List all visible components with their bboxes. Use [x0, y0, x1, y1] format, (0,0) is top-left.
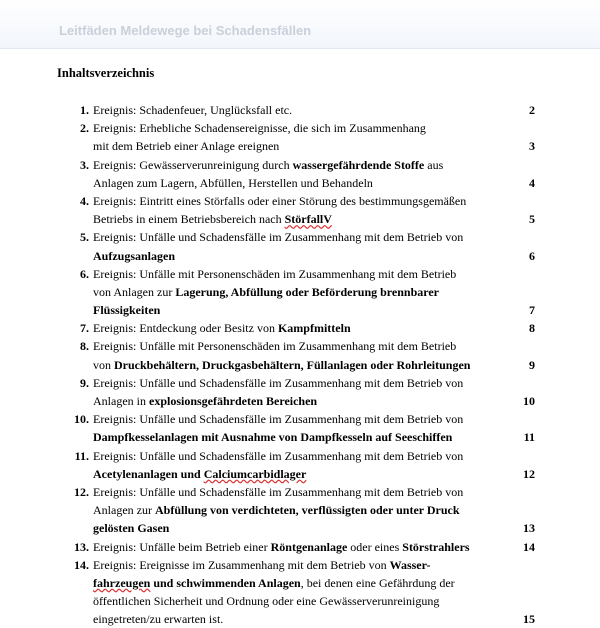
toc-entry-text-bold: gelösten Gasen	[93, 521, 170, 536]
toc-entry[interactable]	[55, 319, 545, 337]
toc-entry-number: 3.	[80, 157, 89, 172]
toc-entry-number: 10.	[74, 412, 89, 427]
toc-entry-line	[55, 119, 545, 137]
toc-entry-line	[55, 101, 545, 119]
toc-entry-text: Betriebs in einem Betriebsbereich nach	[93, 212, 285, 227]
toc-entry-text: von Anlagen zur	[93, 284, 176, 299]
toc-entry-text: Ereignis: Unfälle mit Personenschäden im Zusammenhang mit dem Betrieb	[93, 266, 457, 281]
toc-entry-line	[55, 156, 545, 174]
toc-entry-line	[55, 574, 545, 592]
toc-entry[interactable]	[55, 101, 545, 119]
toc-entry-page-number: 15	[523, 612, 535, 627]
toc-entry-page-number: 5	[529, 212, 535, 227]
toc-entry-text: Ereignis: Gewässerverunreinigung durch	[93, 157, 293, 172]
toc-entry-text: Ereignis: Unfälle und Schadensfälle im Zusammenhang mit dem Betrieb von	[93, 484, 464, 499]
toc-entry[interactable]	[55, 483, 545, 538]
toc-entry-page-number: 8	[529, 321, 535, 336]
toc-entry-line	[55, 392, 545, 410]
toc-entry-line	[55, 301, 545, 319]
toc-entry-line	[55, 538, 545, 556]
document-title: Leitfäden Meldewege bei Schadensfällen	[59, 23, 312, 38]
toc-entry-line	[55, 356, 545, 374]
toc-entry-text-bold: Calciumcarbidlager	[203, 466, 307, 481]
toc-entry-text: öffentlichen Sicherheit und Ordnung oder eine Gewässerverunreinigung	[93, 594, 440, 609]
toc-entry[interactable]	[55, 337, 545, 373]
toc-entry-text: oder eines	[347, 539, 403, 554]
toc-entry-text-bold: Flüssigkeiten	[93, 303, 161, 318]
toc-entry-text-bold: StörfallV	[284, 212, 332, 227]
toc-entry-line	[55, 192, 545, 210]
toc-entry-text: von	[93, 357, 114, 372]
toc-entry-text-bold: Lagerung, Abfüllung oder Beförderung brennbarer	[175, 284, 440, 299]
toc-entry-number: 2.	[80, 121, 89, 136]
toc-entry-number: 8.	[80, 339, 89, 354]
toc-entry-number: 14.	[74, 557, 89, 572]
toc-entry[interactable]	[55, 410, 545, 446]
document-header	[0, 0, 600, 49]
toc-entry[interactable]	[55, 192, 545, 228]
toc-entry-line	[55, 137, 545, 155]
toc-entry-page-number: 12	[523, 466, 535, 481]
toc-entry-text-bold: Aufzugsanlagen	[93, 248, 176, 263]
toc-entry-text-bold: Acetylenanlagen und	[93, 466, 204, 481]
toc-entry-text-bold: Röntgenanlage	[270, 539, 348, 554]
toc-heading: Inhaltsverzeichnis	[57, 66, 155, 80]
toc-entry-text-bold: fahrzeugen	[93, 575, 151, 590]
toc-entry-number: 4.	[80, 193, 89, 208]
toc-entry-page-number: 3	[529, 139, 535, 154]
toc-entry-number: 9.	[80, 375, 89, 390]
toc-entry-text-bold: Kampfmitteln	[277, 321, 351, 336]
toc-entry[interactable]	[55, 265, 545, 320]
toc-entry-line	[55, 501, 545, 519]
toc-entry-page-number: 11	[523, 430, 535, 445]
toc-entry-page-number: 10	[523, 394, 535, 408]
toc-entry-text: Anlagen in	[93, 394, 149, 408]
toc-entry[interactable]	[55, 447, 545, 483]
toc-entry[interactable]	[55, 374, 545, 410]
toc-entry-line	[55, 519, 545, 537]
toc-entry-line	[55, 556, 545, 574]
toc-entry-line	[55, 447, 545, 465]
toc-entry-text: , bei denen eine Gefährdung der	[300, 575, 455, 590]
toc-entry-text: Ereignis: Erhebliche Schadensereignisse, die sich im Zusammenhang	[93, 121, 426, 136]
toc-entry-text: Ereignis: Ereignisse im Zusammenhang mit dem Betrieb von	[93, 557, 390, 572]
toc-entry-page-number: 13	[523, 521, 535, 536]
toc-entry[interactable]	[55, 119, 545, 155]
toc-entry-line	[55, 228, 545, 246]
toc-entry-text-bold: explosionsgefährdeten Bereichen	[149, 394, 318, 408]
toc-entry-page-number: 14	[523, 539, 535, 554]
toc-entry-line	[55, 174, 545, 192]
toc-entry-text: Ereignis: Unfälle und Schadensfälle im Zusammenhang mit dem Betrieb von	[93, 412, 464, 427]
toc-entry-text-bold: wassergefährdende Stoffe	[292, 157, 425, 172]
toc-entry-line	[55, 610, 545, 628]
toc-entry-line	[55, 483, 545, 501]
toc-entry-text: Ereignis: Entdeckung oder Besitz von	[93, 321, 278, 336]
toc-entry-text: Ereignis: Unfälle und Schadensfälle im Zusammenhang mit dem Betrieb von	[93, 230, 464, 245]
toc-entry-page-number: 6	[529, 248, 535, 263]
toc-entry-number: 11.	[74, 448, 89, 463]
toc-entry-page-number: 9	[529, 357, 535, 372]
toc-entry-line	[55, 465, 545, 483]
toc-entry[interactable]	[55, 228, 545, 264]
toc-entry-line	[55, 319, 545, 337]
toc-entry-line	[55, 428, 545, 446]
toc-entry-page-number: 7	[529, 303, 535, 318]
toc-entry-text: Ereignis: Unfälle und Schadensfälle im Zusammenhang mit dem Betrieb von	[93, 375, 464, 390]
toc-entry-page-number: 2	[529, 103, 535, 117]
toc-entry-number: 12.	[74, 484, 89, 499]
toc-entry-text-bold: und schwimmenden Anlagen	[150, 575, 301, 590]
toc-entry-line	[55, 374, 545, 392]
toc-entry-text: Ereignis: Eintritt eines Störfalls oder einer Störung des bestimmungsgemäßen	[93, 193, 467, 208]
toc-entry-text: aus	[424, 157, 444, 172]
toc-entry-page-number: 4	[529, 175, 535, 190]
toc-entry-text: Ereignis: Unfälle beim Betrieb einer	[93, 539, 271, 554]
toc-entry[interactable]	[55, 538, 545, 556]
toc-entry-text: Ereignis: Unfälle mit Personenschäden im Zusammenhang mit dem Betrieb	[93, 339, 457, 354]
toc-entry-number: 6.	[80, 266, 89, 281]
toc-entry-number: 5.	[80, 230, 89, 245]
toc-entry-line	[55, 337, 545, 355]
toc-entry-text: Anlagen zur	[93, 503, 155, 518]
toc-entry-text: Ereignis: Schadenfeuer, Unglücksfall etc.	[93, 103, 293, 117]
toc-entry-text: Ereignis: Unfälle und Schadensfälle im Zusammenhang mit dem Betrieb von	[93, 448, 464, 463]
toc-entry-text-bold: Dampfkesselanlagen mit Ausnahme von Dampfkesseln auf Seeschiffen	[93, 430, 453, 445]
table-of-contents	[55, 101, 545, 628]
toc-entry-text-bold: Störstrahlers	[402, 539, 470, 554]
toc-entry-text-bold: Wasser-	[389, 557, 431, 572]
toc-entry-line	[55, 247, 545, 265]
toc-entry-line	[55, 283, 545, 301]
toc-entry-text-bold: Druckbehältern, Druckgasbehältern, Füllanlagen oder Rohrleitungen	[114, 357, 471, 372]
toc-entry-text: mit dem Betrieb einer Anlage ereignen	[93, 139, 280, 154]
toc-entry-number: 1.	[80, 103, 89, 117]
toc-entry[interactable]	[55, 556, 545, 628]
toc-entry-number: 13.	[74, 539, 89, 554]
toc-entry-line	[55, 210, 545, 228]
toc-entry-number: 7.	[80, 321, 89, 336]
toc-entry-line	[55, 592, 545, 610]
toc-entry-line	[55, 410, 545, 428]
toc-entry[interactable]	[55, 156, 545, 192]
toc-entry-text: eingetreten/zu erwarten ist.	[93, 612, 224, 627]
toc-entry-text-bold: Abfüllung von verdichteten, verflüssigten oder unter Druck	[154, 503, 460, 518]
toc-entry-line	[55, 265, 545, 283]
toc-entry-text: Anlagen zum Lagern, Abfüllen, Herstellen und Behandeln	[93, 175, 373, 190]
